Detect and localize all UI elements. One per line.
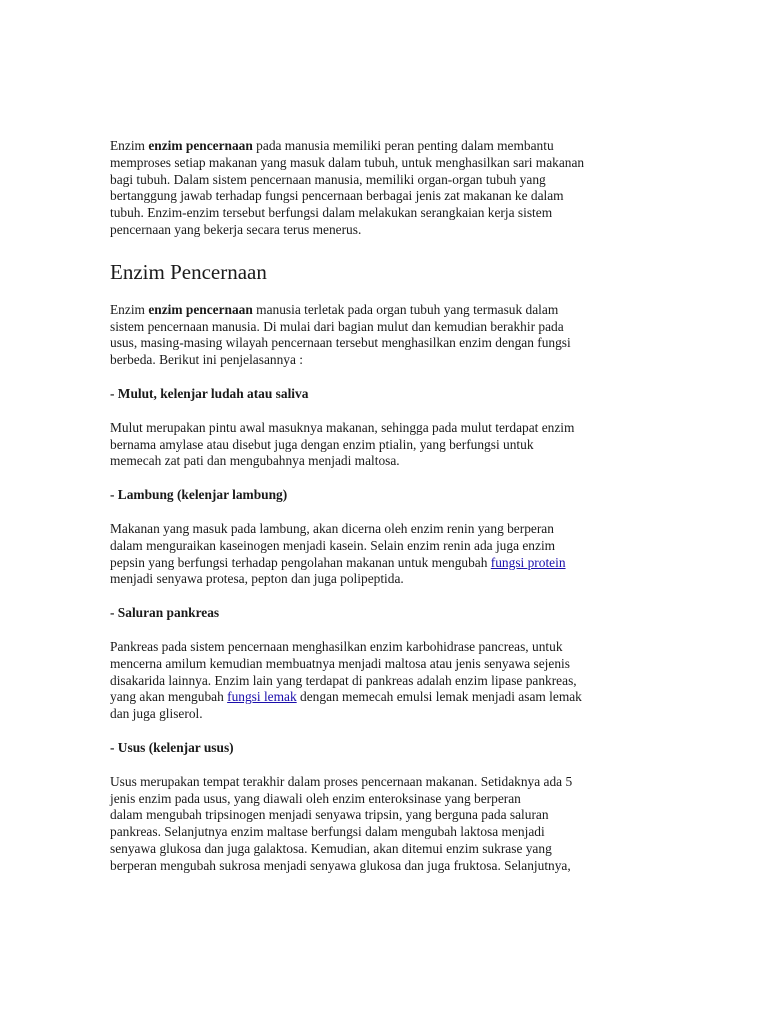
paragraph-text: pepsin yang berfungsi terhadap pengolahan makanan untuk mengubah [110,554,491,570]
intro-text: memproses setiap makanan yang masuk dalam tubuh, untuk menghasilkan sari makanan [110,154,585,170]
paragraph-text: dalam menguraikan kaseinogen menjadi kasein. Selain enzim renin ada juga enzim [110,537,556,553]
subheading-pankreas: - Saluran pankreas [110,605,220,621]
paragraph-text: disakarida lainnya. Enzim lain yang terdapat di pankreas adalah enzim lipase pankreas, [110,672,577,688]
paragraph-text: menjadi senyawa protesa, pepton dan juga polipeptida. [110,571,404,587]
paragraph-line-with-link [110,689,670,706]
section-intro-text: usus, masing-masing wilayah pencernaan tersebut menghasilkan enzim dengan fungsi [110,335,571,351]
intro-text: bertanggung jawab terhadap fungsi pencernaan berbagai jenis zat makanan ke dalam [110,188,564,204]
document-body [110,138,670,892]
paragraph-text: dengan memecah emulsi lemak menjadi asam lemak [296,689,582,705]
paragraph-text: bernama amylase atau disebut juga dengan enzim ptialin, yang berfungsi untuk [110,436,534,452]
section-intro-bold-term: enzim pencernaan [148,301,253,317]
paragraph-pankreas [110,639,670,723]
section-heading: Enzim Pencernaan [110,259,267,284]
section-intro-text: manusia terletak pada organ tubuh yang termasuk dalam [252,301,559,317]
link-fungsi-lemak[interactable]: fungsi lemak [227,689,297,705]
section-intro-paragraph [110,302,670,369]
paragraph-text: Usus merupakan tempat terakhir dalam proses pencernaan makanan. Setidaknya ada 5 [110,773,573,789]
paragraph-text: Mulut merupakan pintu awal masuknya makanan, sehingga pada mulut terdapat enzim [110,419,575,435]
intro-text: tubuh. Enzim-enzim tersebut berfungsi dalam melakukan serangkaian kerja sistem [110,205,553,221]
paragraph-text: pankreas. Selanjutnya enzim maltase berfungsi dalam mengubah laktosa menjadi [110,824,545,840]
paragraph-mulut [110,420,670,470]
paragraph-text: Pankreas pada sistem pencernaan menghasilkan enzim karbohidrase pancreas, untuk [110,638,563,654]
paragraph-text: berperan mengubah sukrosa menjadi senyawa glukosa dan juga fruktosa. Selanjutnya, [110,857,571,873]
intro-paragraph [110,138,670,239]
subheading-lambung: - Lambung (kelenjar lambung) [110,487,288,503]
link-fungsi-protein[interactable]: fungsi protein [490,554,566,570]
paragraph-text: yang akan mengubah [110,689,228,705]
paragraph-text: dan juga gliserol. [110,706,203,722]
intro-line-1 [110,138,670,155]
intro-text: pada manusia memiliki peran penting dalam membantu [252,138,554,153]
paragraph-text: senyawa glukosa dan juga galaktosa. Kemudian, akan ditemui enzim sukrase yang [110,840,552,856]
paragraph-line-with-link [110,555,670,572]
paragraph-text: jenis enzim pada usus, yang diawali oleh enzim enteroksinase yang berperan [110,790,521,806]
paragraph-lambung [110,521,670,588]
section-intro-line-1 [110,302,670,319]
intro-bold-term: enzim pencernaan [148,138,253,153]
section-intro-text: sistem pencernaan manusia. Di mulai dari bagian mulut dan kemudian berakhir pada [110,318,564,334]
paragraph-text: memecah zat pati dan mengubahnya menjadi maltosa. [110,453,400,469]
intro-lead: Enzim [110,138,149,153]
subheading-mulut: - Mulut, kelenjar ludah atau saliva [110,385,309,401]
paragraph-text: Makanan yang masuk pada lambung, akan dicerna oleh enzim renin yang berperan [110,520,554,536]
intro-text: pencernaan yang bekerja secara terus menerus. [110,221,362,237]
paragraph-text: mencerna amilum kemudian membuatnya menjadi maltosa atau jenis senyawa sejenis [110,655,570,671]
subheading-usus: - Usus (kelenjar usus) [110,739,234,755]
paragraph-usus [110,774,670,875]
paragraph-text: dalam mengubah tripsinogen menjadi senyawa tripsin, yang berguna pada saluran [110,807,549,823]
section-intro-text: berbeda. Berikut ini penjelasannya : [110,352,303,368]
intro-text: bagi tubuh. Dalam sistem pencernaan manusia, memiliki organ-organ tubuh yang [110,171,546,187]
section-intro-lead: Enzim [110,301,149,317]
